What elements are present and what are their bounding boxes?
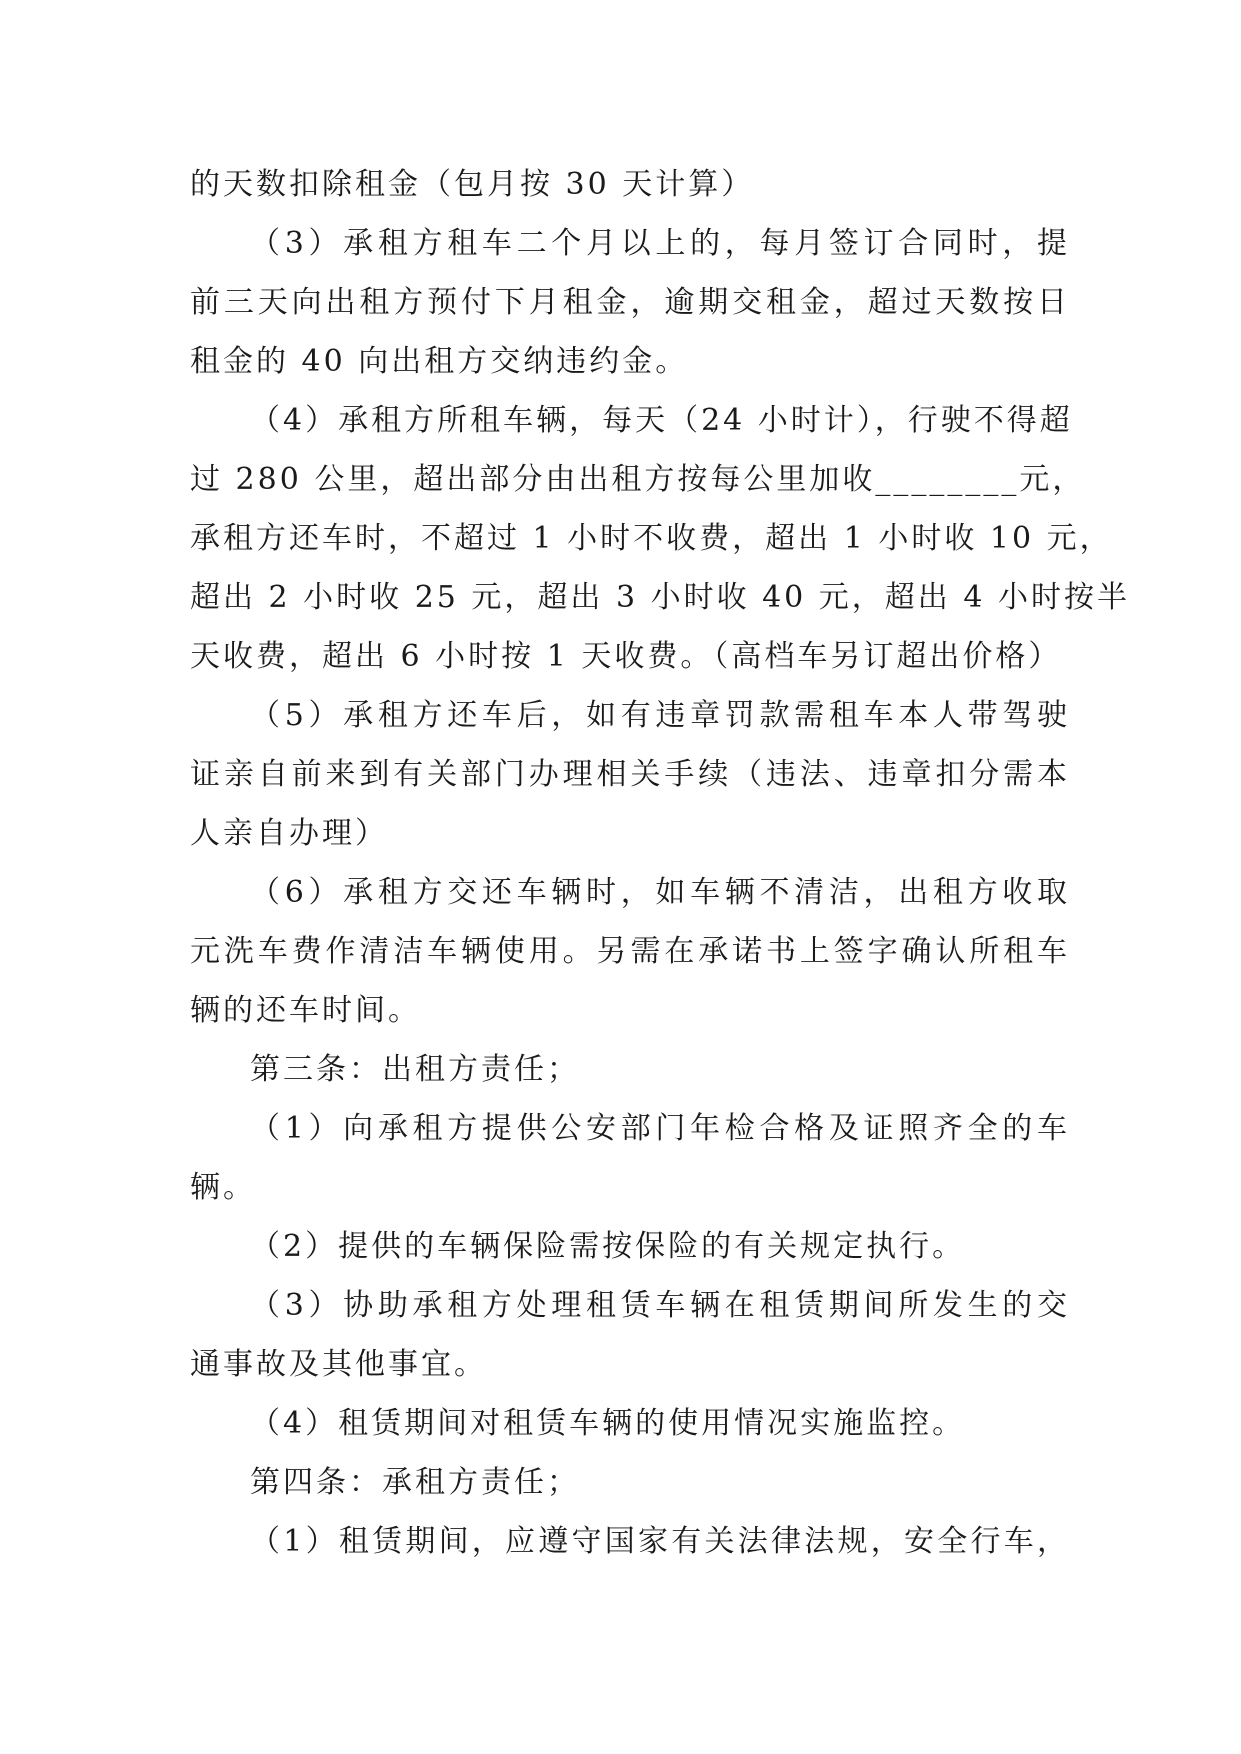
text-line: 人亲自办理） bbox=[190, 816, 388, 851]
text-line: 超出 2 小时收 25 元，超出 3 小时收 40 元，超出 4 小时按半 bbox=[190, 580, 1130, 615]
text-line: 承租方还车时，不超过 1 小时不收费，超出 1 小时收 10 元， bbox=[190, 521, 1113, 556]
text-line: （5）承租方还车后，如有违章罚款需租车本人带驾驶 bbox=[250, 698, 1070, 733]
text-line: 第四条：承租方责任； bbox=[250, 1465, 580, 1500]
text-line: （4）租赁期间对租赁车辆的使用情况实施监控。 bbox=[250, 1406, 966, 1441]
text-line: 过 280 公里，超出部分由出租方按每公里加收________元， bbox=[190, 462, 1086, 497]
text-line: （1）向承租方提供公安部门年检合格及证照齐全的车 bbox=[250, 1111, 1070, 1146]
text-line: 元洗车费作清洁车辆使用。另需在承诺书上签字确认所租车 bbox=[190, 934, 1070, 969]
text-line: （4）承租方所租车辆，每天（24 小时计），行驶不得超 bbox=[250, 403, 1073, 438]
text-line: 证亲自前来到有关部门办理相关手续（违法、违章扣分需本 bbox=[190, 757, 1070, 792]
text-line: （3）承租方租车二个月以上的，每月签订合同时，提 bbox=[250, 226, 1070, 261]
text-line: 租金的 40 向出租方交纳违约金。 bbox=[190, 344, 689, 379]
text-line: （2）提供的车辆保险需按保险的有关规定执行。 bbox=[250, 1229, 966, 1264]
text-line: 的天数扣除租金（包月按 30 天计算） bbox=[190, 167, 755, 202]
text-line: 通事故及其他事宜。 bbox=[190, 1347, 487, 1382]
text-line: （1）租赁期间，应遵守国家有关法律法规，安全行车， bbox=[250, 1524, 1070, 1559]
document-body bbox=[190, 155, 1130, 1571]
text-line: 前三天向出租方预付下月租金，逾期交租金，超过天数按日 bbox=[190, 285, 1070, 320]
text-line: 辆。 bbox=[190, 1170, 256, 1205]
text-line: （6）承租方交还车辆时，如车辆不清洁，出租方收取 bbox=[250, 875, 1070, 910]
text-line: （3）协助承租方处理租赁车辆在租赁期间所发生的交 bbox=[250, 1288, 1070, 1323]
text-line: 辆的还车时间。 bbox=[190, 993, 421, 1028]
text-line: 天收费，超出 6 小时按 1 天收费。（高档车另订超出价格） bbox=[190, 639, 1062, 674]
text-line: 第三条：出租方责任； bbox=[250, 1052, 580, 1087]
